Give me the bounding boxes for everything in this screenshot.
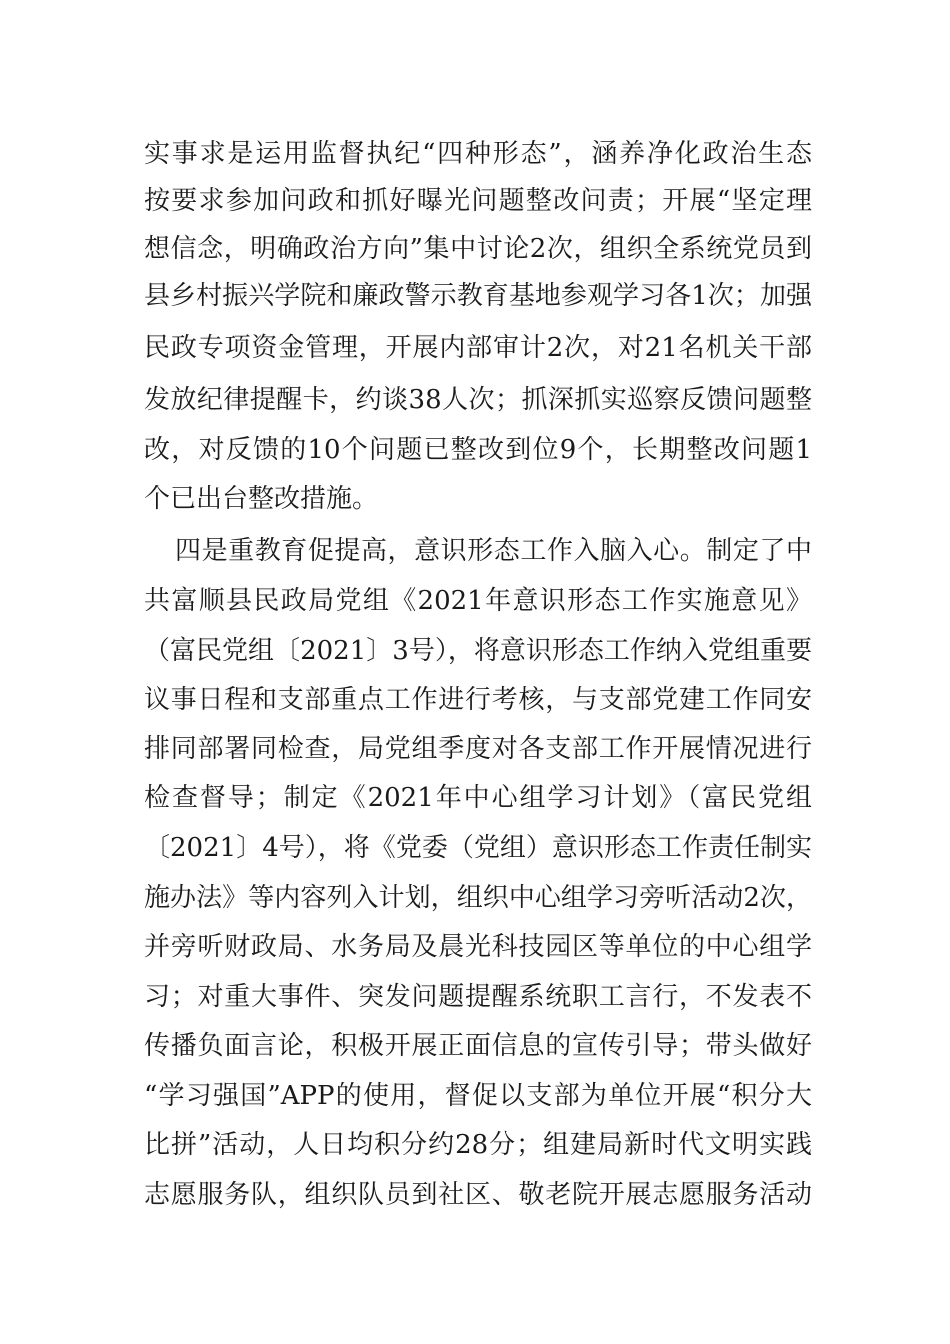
text-line: 县乡村振兴学院和廉政警示教育基地参观学习各1次；加强 — [144, 281, 812, 311]
text-line: 志愿服务队，组织队员到社区、敬老院开展志愿服务活动 — [144, 1180, 812, 1210]
text-line: 议事日程和支部重点工作进行考核，与支部党建工作同安 — [144, 685, 812, 715]
text-line: 比拼”活动，人日均积分约28分；组建局新时代文明实践 — [144, 1130, 812, 1160]
text-line: “学习强国”APP的使用，督促以支部为单位开展“积分大 — [144, 1081, 812, 1111]
text-line: 个已出台整改措施。 — [144, 484, 379, 514]
text-line: 改，对反馈的10个问题已整改到位9个，长期整改问题1 — [144, 435, 812, 465]
text-line: 排同部署同检查，局党组季度对各支部工作开展情况进行 — [144, 734, 812, 764]
text-line: 传播负面言论，积极开展正面信息的宣传引导；带头做好 — [144, 1031, 812, 1061]
text-line: 发放纪律提醒卡，约谈38人次；抓深抓实巡察反馈问题整 — [144, 385, 812, 415]
text-line: 按要求参加问政和抓好曝光问题整改问责；开展“坚定理 — [144, 186, 812, 216]
text-line: 习；对重大事件、突发问题提醒系统职工言行，不发表不 — [144, 982, 812, 1012]
text-line: 〔2021〕4号），将《党委（党组）意识形态工作责任制实 — [144, 833, 812, 863]
text-line: 并旁听财政局、水务局及晨光科技园区等单位的中心组学 — [144, 932, 812, 962]
text-line: 检查督导；制定《2021年中心组学习计划》（富民党组 — [144, 783, 812, 813]
text-line: 实事求是运用监督执纪“四种形态”，涵养净化政治生态 — [144, 139, 812, 169]
text-line: （富民党组〔2021〕3号），将意识形态工作纳入党组重要 — [144, 636, 812, 666]
paragraph-first-line: 四是重教育促提高，意识形态工作入脑入心。制定了中 — [175, 536, 812, 566]
text-line: 共富顺县民政局党组《2021年意识形态工作实施意见》 — [144, 586, 812, 616]
text-line: 民政专项资金管理，开展内部审计2次，对21名机关干部 — [144, 333, 812, 363]
text-line: 想信念，明确政治方向”集中讨论2次，组织全系统党员到 — [144, 234, 812, 264]
text-line: 施办法》等内容列入计划，组织中心组学习旁听活动2次， — [144, 883, 812, 913]
